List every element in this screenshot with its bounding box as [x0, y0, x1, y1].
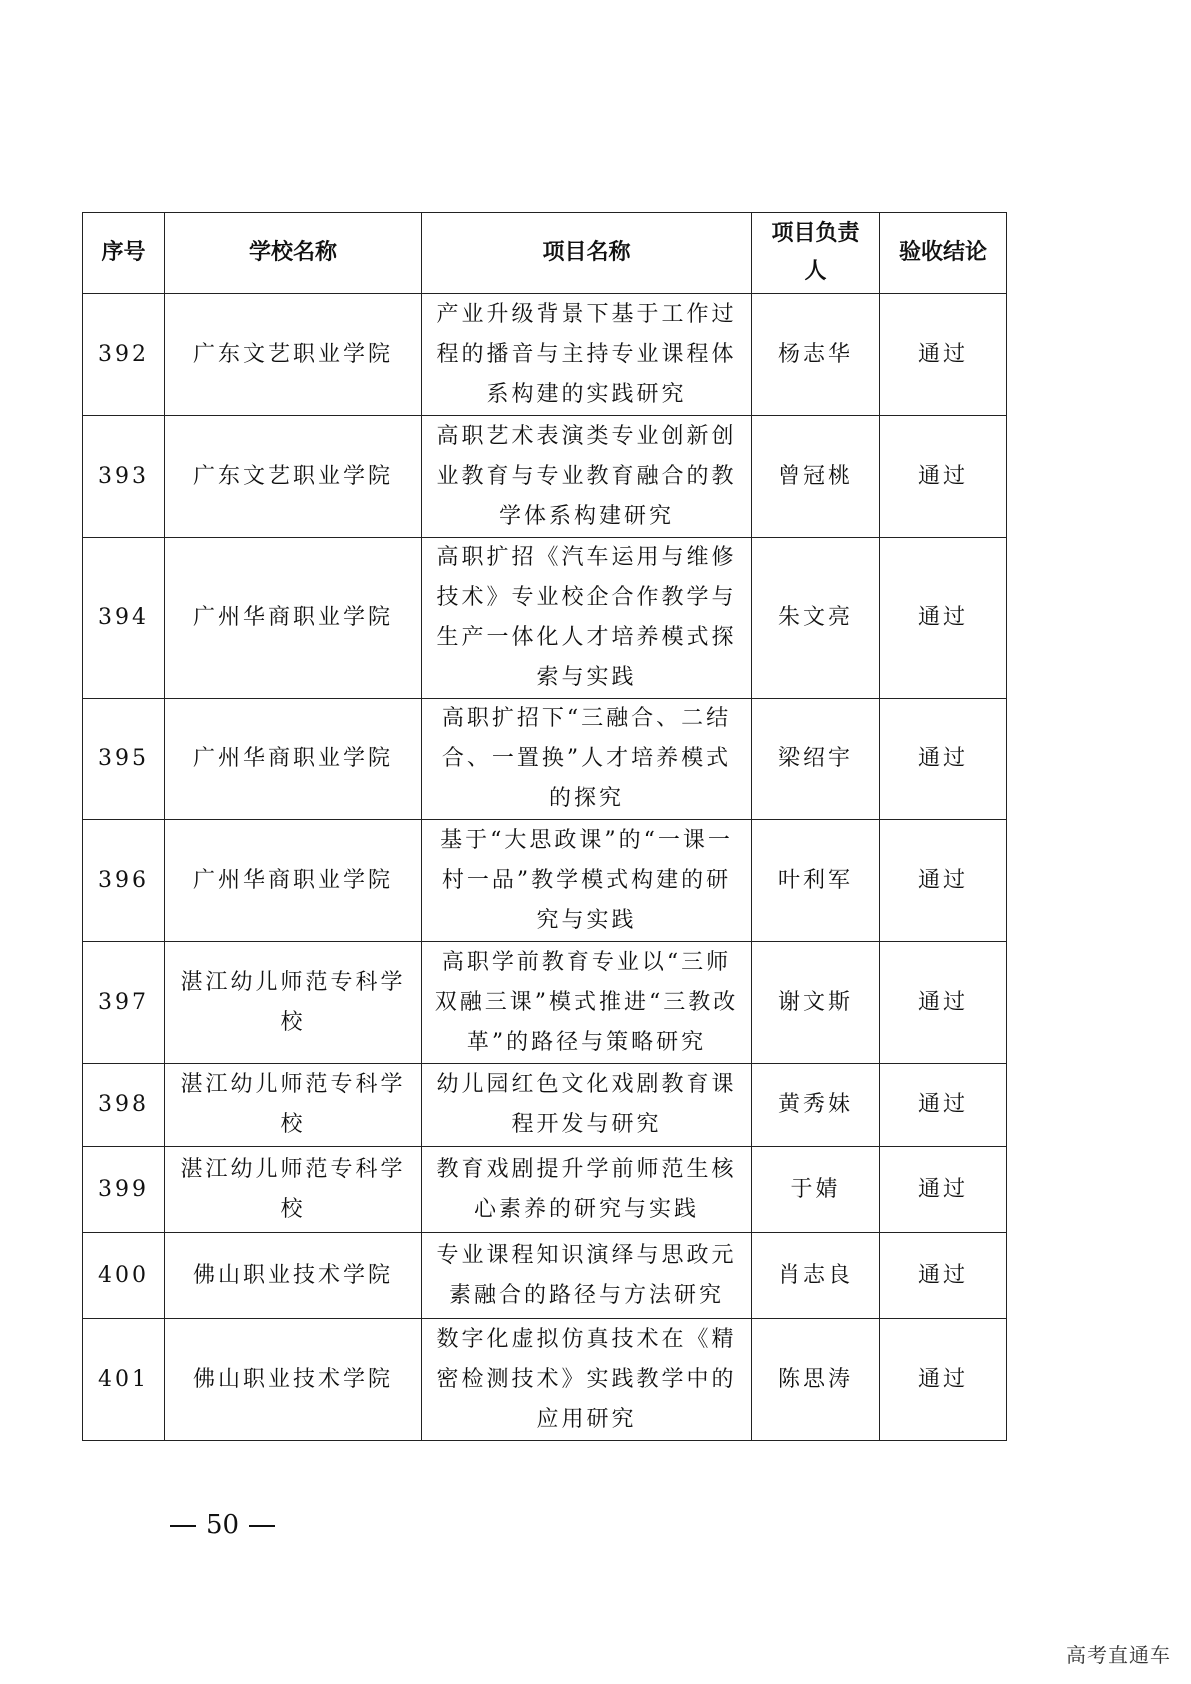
footer-dash-right [249, 1525, 275, 1527]
cell-project-leader: 谢文斯 [752, 942, 880, 1064]
cell-acceptance-result: 通过 [880, 416, 1007, 538]
cell-serial-number: 394 [83, 538, 165, 699]
cell-school-name: 湛江幼儿师范专科学校 [165, 1064, 422, 1147]
cell-project-name: 高职艺术表演类专业创新创业教育与专业教育融合的教学体系构建研究 [422, 416, 752, 538]
cell-project-leader: 杨志华 [752, 294, 880, 416]
cell-serial-number: 392 [83, 294, 165, 416]
table-row [83, 1147, 1007, 1233]
header-acceptance-result: 验收结论 [880, 213, 1007, 294]
table-row [83, 699, 1007, 820]
results-table [82, 212, 1007, 1441]
cell-project-leader: 曾冠桃 [752, 416, 880, 538]
cell-project-leader: 朱文亮 [752, 538, 880, 699]
cell-school-name: 佛山职业技术学院 [165, 1319, 422, 1441]
cell-school-name: 湛江幼儿师范专科学校 [165, 942, 422, 1064]
header-project-leader: 项目负责人 [752, 213, 880, 294]
page-number: 50 [206, 1510, 240, 1540]
cell-serial-number: 395 [83, 699, 165, 820]
cell-project-leader: 肖志良 [752, 1233, 880, 1319]
table-row [83, 538, 1007, 699]
cell-project-name: 高职扩招下“三融合、二结合、一置换”人才培养模式的探究 [422, 699, 752, 820]
table-row [83, 942, 1007, 1064]
cell-project-name: 基于“大思政课”的“一课一村一品”教学模式构建的研究与实践 [422, 820, 752, 942]
footer-dash-left [170, 1525, 196, 1527]
cell-acceptance-result: 通过 [880, 1147, 1007, 1233]
cell-acceptance-result: 通过 [880, 1233, 1007, 1319]
table-row [83, 1064, 1007, 1147]
cell-project-name: 数字化虚拟仿真技术在《精密检测技术》实践教学中的应用研究 [422, 1319, 752, 1441]
cell-acceptance-result: 通过 [880, 820, 1007, 942]
table-row [83, 416, 1007, 538]
cell-school-name: 广州华商职业学院 [165, 538, 422, 699]
cell-acceptance-result: 通过 [880, 294, 1007, 416]
cell-school-name: 广州华商职业学院 [165, 699, 422, 820]
cell-acceptance-result: 通过 [880, 538, 1007, 699]
cell-school-name: 广东文艺职业学院 [165, 416, 422, 538]
cell-serial-number: 401 [83, 1319, 165, 1441]
cell-project-name: 幼儿园红色文化戏剧教育课程开发与研究 [422, 1064, 752, 1147]
cell-project-leader: 叶利军 [752, 820, 880, 942]
table-row [83, 820, 1007, 942]
watermark-text: 高考直通车 [1066, 1643, 1171, 1667]
cell-serial-number: 398 [83, 1064, 165, 1147]
cell-serial-number: 393 [83, 416, 165, 538]
cell-serial-number: 399 [83, 1147, 165, 1233]
header-project-name: 项目名称 [422, 213, 752, 294]
cell-acceptance-result: 通过 [880, 942, 1007, 1064]
cell-school-name: 广州华商职业学院 [165, 820, 422, 942]
cell-project-name: 高职学前教育专业以“三师双融三课”模式推进“三教改革”的路径与策略研究 [422, 942, 752, 1064]
cell-project-name: 高职扩招《汽车运用与维修技术》专业校企合作教学与生产一体化人才培养模式探索与实践 [422, 538, 752, 699]
cell-serial-number: 396 [83, 820, 165, 942]
table-row [83, 1319, 1007, 1441]
cell-project-leader: 黄秀妹 [752, 1064, 880, 1147]
header-serial-number: 序号 [83, 213, 165, 294]
table-row [83, 1233, 1007, 1319]
cell-acceptance-result: 通过 [880, 1064, 1007, 1147]
cell-acceptance-result: 通过 [880, 699, 1007, 820]
cell-school-name: 广东文艺职业学院 [165, 294, 422, 416]
header-school-name: 学校名称 [165, 213, 422, 294]
cell-project-leader: 于婧 [752, 1147, 880, 1233]
cell-project-name: 教育戏剧提升学前师范生核心素养的研究与实践 [422, 1147, 752, 1233]
cell-project-name: 专业课程知识演绎与思政元素融合的路径与方法研究 [422, 1233, 752, 1319]
cell-project-leader: 陈思涛 [752, 1319, 880, 1441]
cell-school-name: 佛山职业技术学院 [165, 1233, 422, 1319]
table-row [83, 294, 1007, 416]
cell-serial-number: 397 [83, 942, 165, 1064]
cell-school-name: 湛江幼儿师范专科学校 [165, 1147, 422, 1233]
cell-project-name: 产业升级背景下基于工作过程的播音与主持专业课程体系构建的实践研究 [422, 294, 752, 416]
page-footer [160, 1510, 285, 1540]
table-header-row [83, 213, 1007, 294]
cell-serial-number: 400 [83, 1233, 165, 1319]
cell-project-leader: 梁绍宇 [752, 699, 880, 820]
cell-acceptance-result: 通过 [880, 1319, 1007, 1441]
